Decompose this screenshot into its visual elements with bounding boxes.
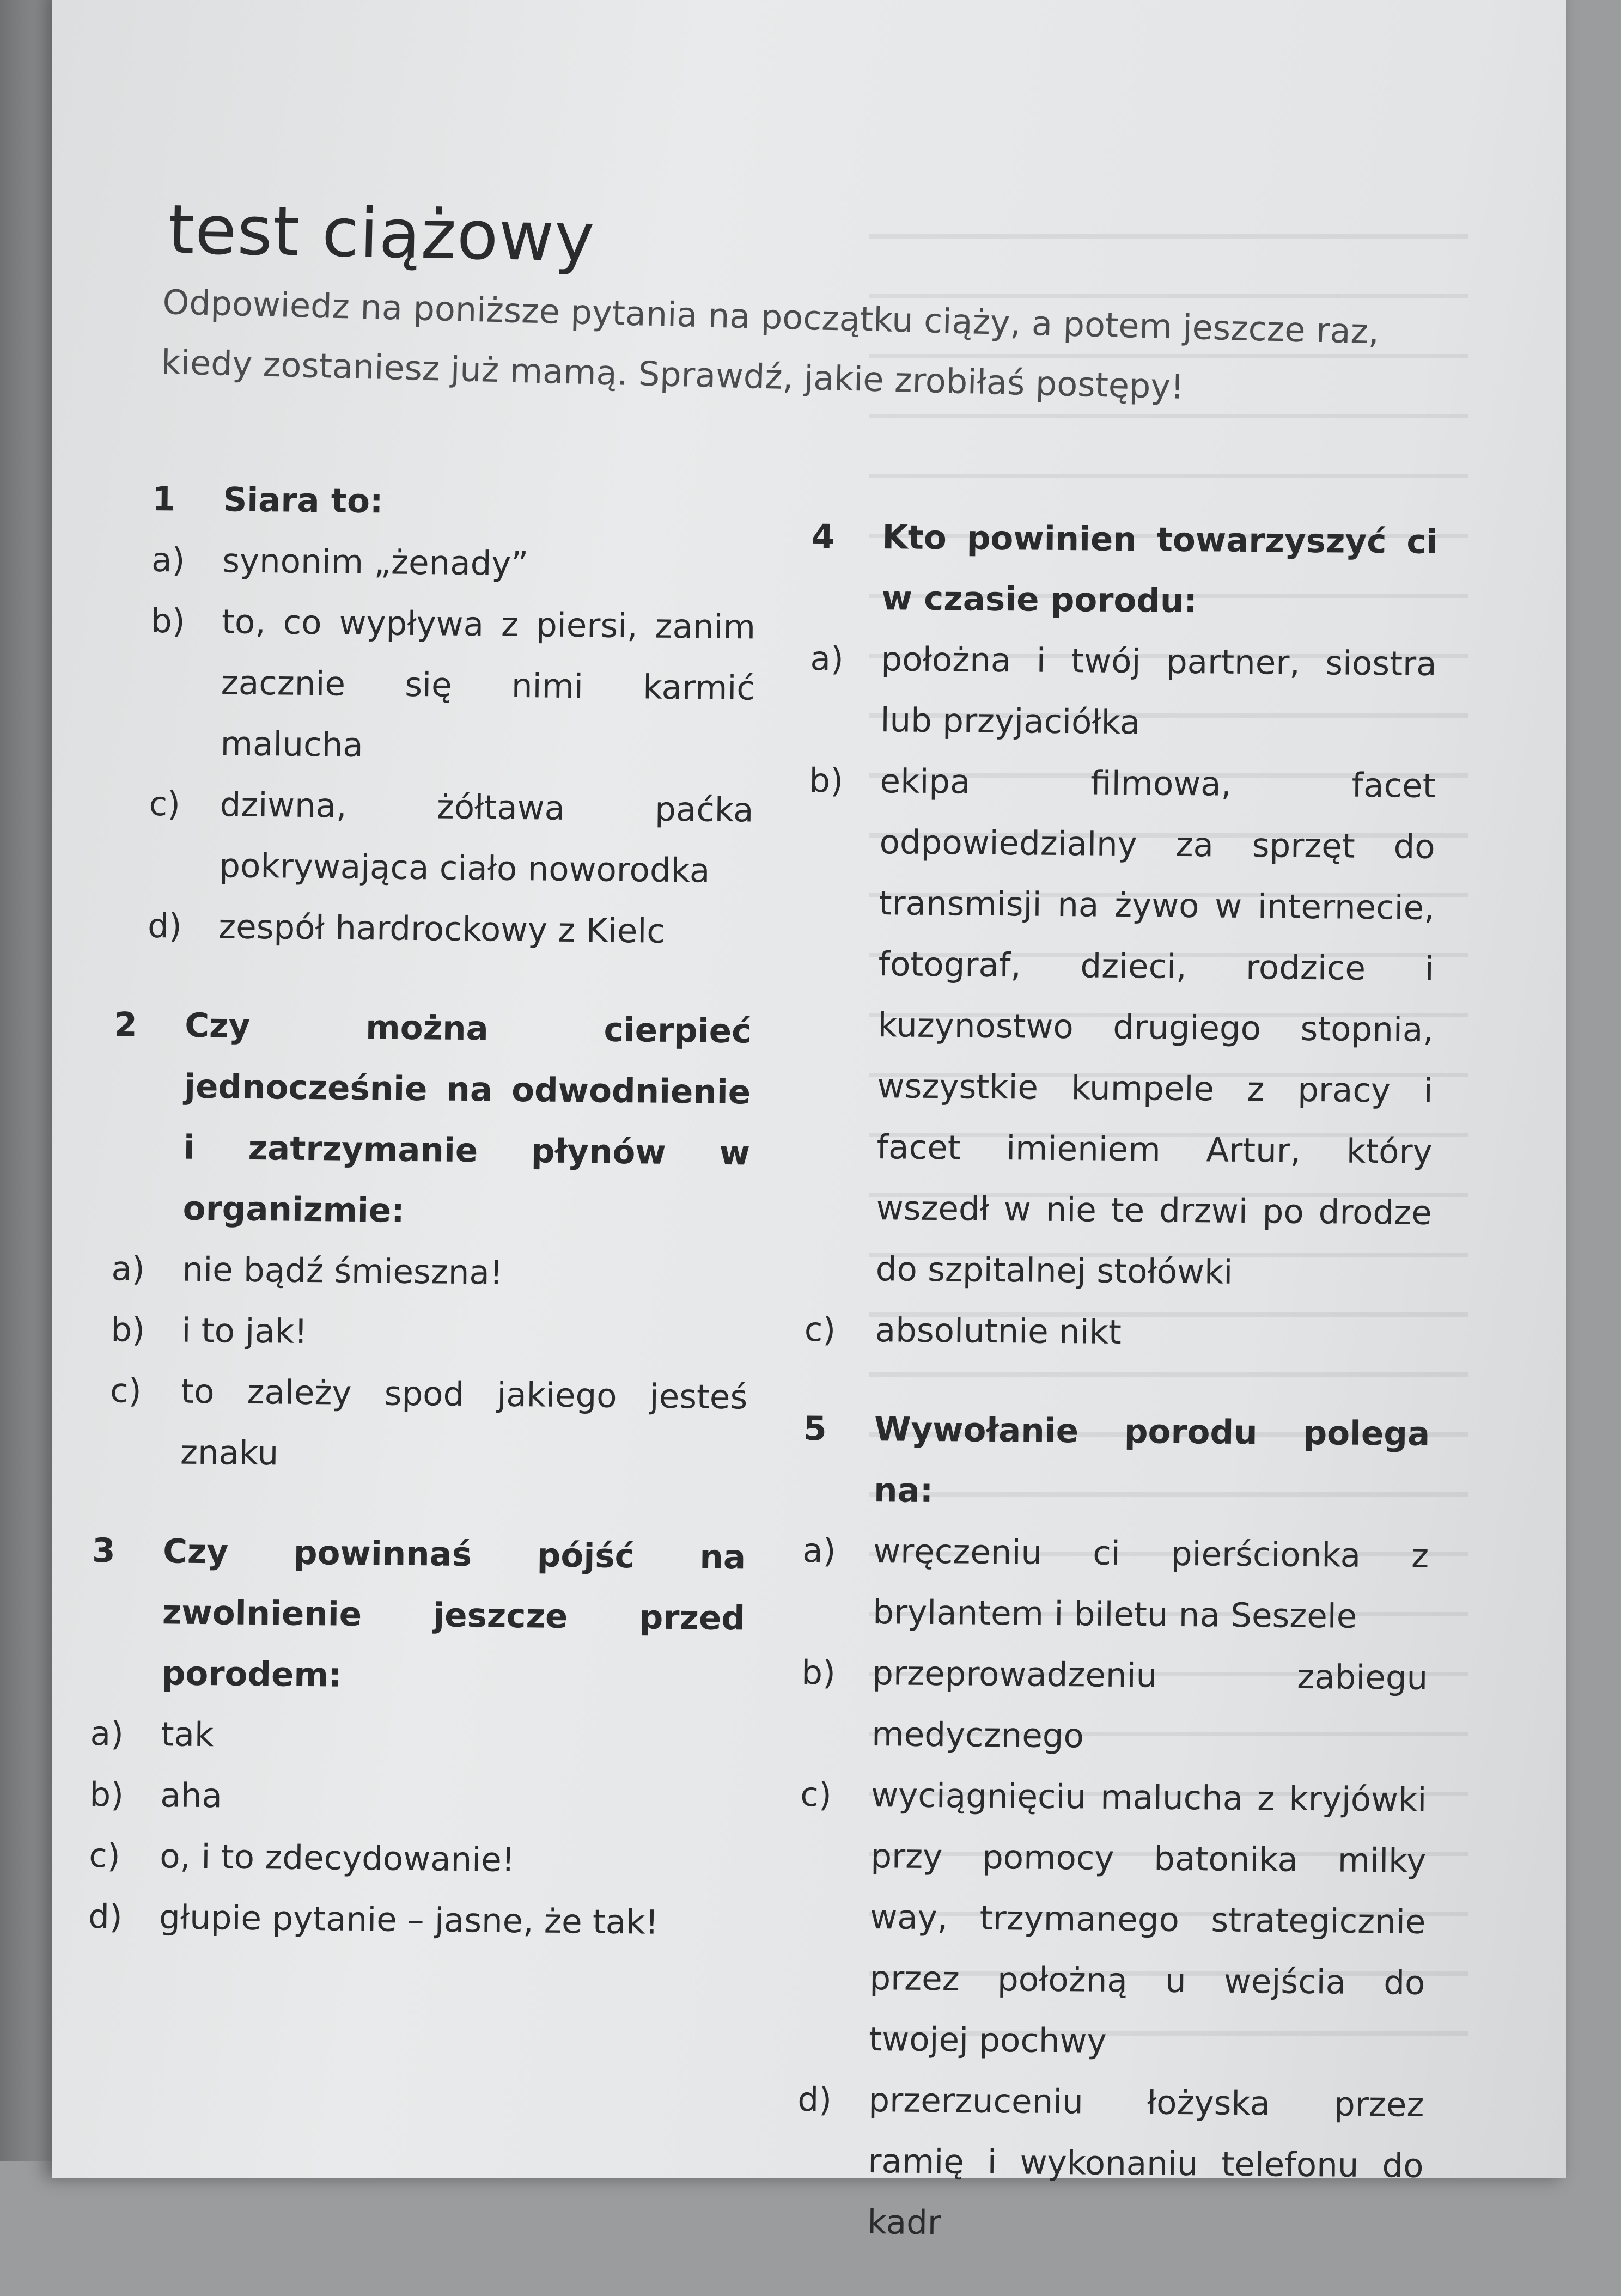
question-text: Czy powinnaś pójść na zwolnienie jeszcze przed porodem:: [161, 1532, 746, 1695]
answer-letter: c): [804, 1310, 836, 1349]
question-text: Kto powinien towarzyszyć ci w czasie porodu:: [881, 518, 1438, 621]
answer-text: położna i twój partner, siostra lub przyjaciółka: [880, 640, 1437, 742]
answer-letter: b): [809, 761, 844, 801]
answer-text: synonim „żenady”: [222, 541, 529, 584]
answer-letter: a): [90, 1714, 124, 1754]
answer-b: [801, 1642, 1428, 1770]
answer-text: aha: [160, 1776, 223, 1816]
question-heading: [90, 1521, 746, 1711]
answer-text: to, co wypływa z piersi, zanim zacznie się nimi karmić malucha: [220, 602, 756, 765]
right-column: [796, 506, 1438, 2296]
answer-a: [151, 530, 757, 597]
answer-text: głupie pytanie – jasne, że tak!: [159, 1898, 659, 1942]
answer-a: [809, 628, 1437, 756]
answer-letter: a): [810, 639, 844, 679]
answer-text: i to jak!: [181, 1311, 308, 1352]
answer-letter: d): [797, 2080, 832, 2120]
left-column: [88, 468, 757, 1992]
question-text: Czy można cierpieć jednocześnie na odwodnienie i zatrzymanie płynów w organizmie:: [182, 1006, 752, 1230]
answer-letter: c): [149, 784, 181, 824]
answer-text: dziwna, żółtawa paćka pokrywająca ciało noworodka: [218, 785, 754, 890]
answer-letter: a): [111, 1249, 145, 1289]
answer-text: ekipa filmowa, facet odpowiedzialny za sprzęt do transmisji na żywo w internecie, fotograf, dzieci, rodzice i kuzynostwo drugiego stopnia, wszystkie kumpele z pracy i facet imieniem Artur, który wszedł w nie te drzwi po drodze do szpitalnej stołówki: [875, 762, 1436, 1292]
question-3: [88, 1521, 746, 1955]
question-heading: [803, 1399, 1430, 1526]
question-2: [93, 994, 752, 1489]
answer-d: [88, 1886, 742, 1955]
intro-text: Odpowiedz na poniższe pytania na początku ciąży, a potem jeszcze raz, kiedy zostaniesz już mamą. Sprawdź, jakie zrobiłaś postępy!: [161, 282, 1380, 407]
answer-letter: b): [150, 601, 185, 641]
answer-a: [90, 1703, 744, 1772]
answer-text: zespół hardrockowy z Kielc: [218, 907, 666, 951]
answer-text: o, i to zdecydowanie!: [159, 1837, 515, 1880]
question-text: Siara to:: [223, 480, 383, 521]
answer-text: nie bądź śmieszna!: [182, 1250, 503, 1292]
answer-c: [798, 1764, 1427, 2075]
answer-c: [89, 1825, 743, 1894]
answer-text: przerzuceniu łożyska przez ramię i wykonaniu telefonu do kadr: [867, 2081, 1424, 2243]
question-heading: [112, 994, 752, 1245]
answer-text: przeprowadzeniu zabiegu medycznego: [872, 1654, 1428, 1756]
answer-letter: c): [88, 1836, 121, 1876]
answer-c: [148, 774, 754, 902]
answer-b: [111, 1299, 748, 1367]
answer-text: absolutnie nikt: [875, 1311, 1122, 1352]
answer-text: wręczeniu ci pierścionka z brylantem i biletu na Seszele: [872, 1532, 1429, 1636]
answer-d: [796, 2069, 1424, 2258]
question-4: [804, 506, 1438, 1366]
question-1: [99, 468, 757, 963]
question-heading: [152, 469, 757, 536]
answer-letter: d): [88, 1897, 123, 1937]
question-number: 5: [803, 1409, 827, 1449]
answer-b: [805, 750, 1436, 1305]
answer-c: [804, 1299, 1431, 1366]
answer-letter: c): [109, 1371, 142, 1410]
answer-d: [148, 896, 753, 963]
question-number: 4: [811, 517, 835, 557]
page-title: test ciążowy: [167, 191, 596, 278]
answer-a: [111, 1238, 749, 1306]
question-text: Wywołanie porodu polega na:: [873, 1410, 1430, 1511]
question-heading: [810, 506, 1438, 634]
answer-text: wyciągnięciu malucha z kryjówki przy pomocy batonika milky way, trzymanego strategicznie przez położną u wejścia do twojej pochwy: [869, 1776, 1427, 2061]
answer-letter: b): [111, 1310, 145, 1349]
answer-letter: a): [151, 540, 185, 580]
answer-c: [109, 1360, 747, 1489]
question-number: 1: [152, 479, 176, 519]
answer-letter: a): [802, 1531, 836, 1571]
answer-letter: c): [800, 1775, 832, 1815]
answer-b: [89, 1764, 744, 1833]
answer-letter: b): [89, 1775, 124, 1815]
answer-letter: b): [801, 1653, 836, 1693]
answer-b: [149, 591, 755, 780]
question-5: [796, 1399, 1430, 2258]
question-number: 2: [113, 1005, 138, 1045]
answer-a: [802, 1521, 1429, 1648]
answer-letter: d): [147, 906, 182, 946]
answer-text: tak: [161, 1715, 214, 1755]
answer-text: to zależy spod jakiego jesteś znaku: [180, 1372, 748, 1473]
question-number: 3: [92, 1531, 116, 1571]
